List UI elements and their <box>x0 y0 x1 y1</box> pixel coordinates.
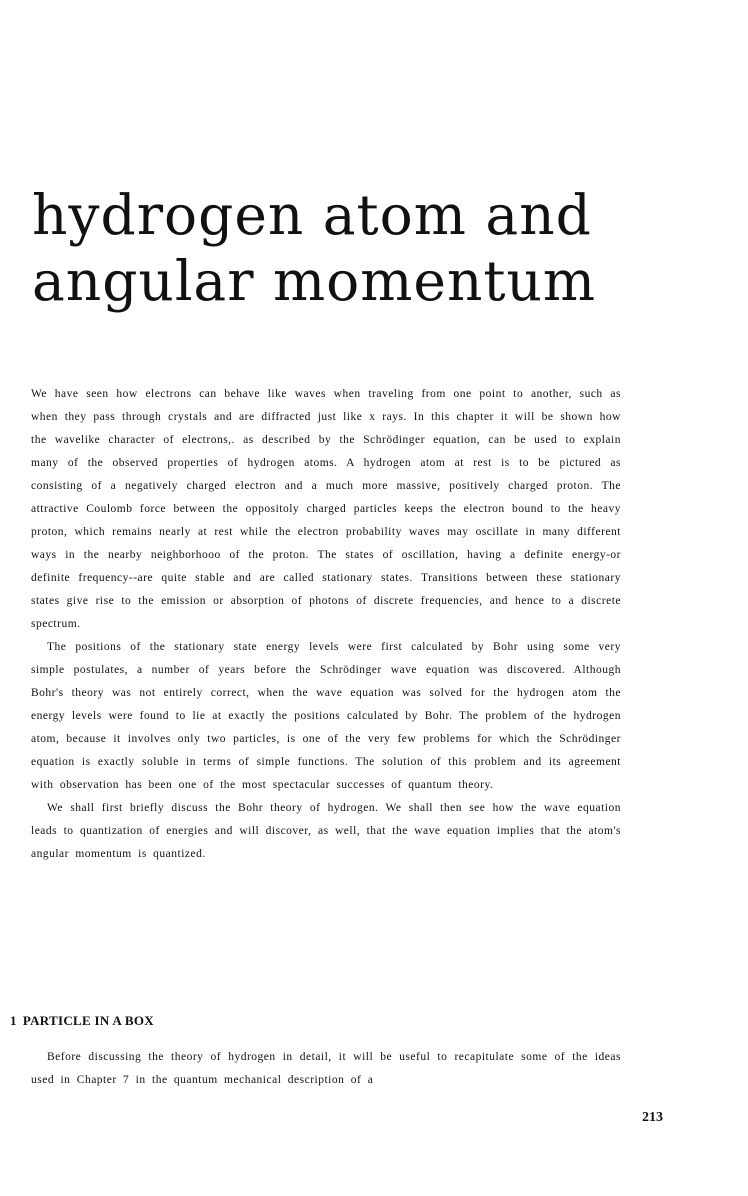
chapter-intro-text <box>31 383 621 866</box>
body-paragraph-1: We have seen how electrons can behave like waves when traveling from one point to another, such as when they pass through crystals and are diffracted just like x rays. In this chapter it will be shown how the wavelike character of electrons,. as described by the Schrödinger equation, can be used to explain many of the observed properties of hydrogen atoms. A hydrogen atom at rest is to be pictured as consisting of a negatively charged electron and a much more massive, positively charged proton. The attractive Coulomb force between the oppositoly charged particles keeps the electron bound to the heavy proton, which remains nearly at rest while the electron probability waves may oscillate in many different ways in the nearby neighborhooo of the proton. The states of oscillation, having a definite energy-or definite frequency--are quite stable and are called stationary states. Transitions between these stationary states give rise to the emission or absorption of photons of discrete frequencies, and hence to a discrete spectrum. <box>31 388 621 630</box>
chapter-title-line-2: angular momentum <box>32 249 597 313</box>
section-text <box>31 1046 621 1092</box>
chapter-title-line-1: hydrogen atom and <box>32 183 592 247</box>
page-number: 213 <box>642 1110 663 1125</box>
section-heading <box>10 1013 154 1029</box>
body-paragraph-3: We shall first briefly discuss the Bohr theory of hydrogen. We shall then see how the wave equation leads to quantization of energies and will discover, as well, that the wave equation implies that the atom's angular momentum is quantized. <box>31 802 621 860</box>
body-paragraph-2: The positions of the stationary state energy levels were first calculated by Bohr using some very simple postulates, a number of years before the Schrödinger wave equation was discovered. Although Bohr's theory was not entirely correct, when the wave equation was solved for the hydrogen atom the energy levels were found to lie at exactly the positions calculated by Bohr. The problem of the hydrogen atom, because it involves only two particles, is one of the very few problems for which the Schrödinger equation is exactly soluble in terms of simple functions. The solution of this problem and its agreement with observation has been one of the most spectacular successes of quantum theory. <box>31 641 621 791</box>
section-paragraph: Before discussing the theory of hydrogen in detail, it will be useful to recapitulate some of the ideas used in Chapter 7 in the quantum mechanical description of a <box>31 1051 621 1086</box>
chapter-title <box>32 182 672 314</box>
section-title: PARTICLE IN A BOX <box>22 1013 154 1028</box>
section-number: 1 <box>10 1013 17 1028</box>
